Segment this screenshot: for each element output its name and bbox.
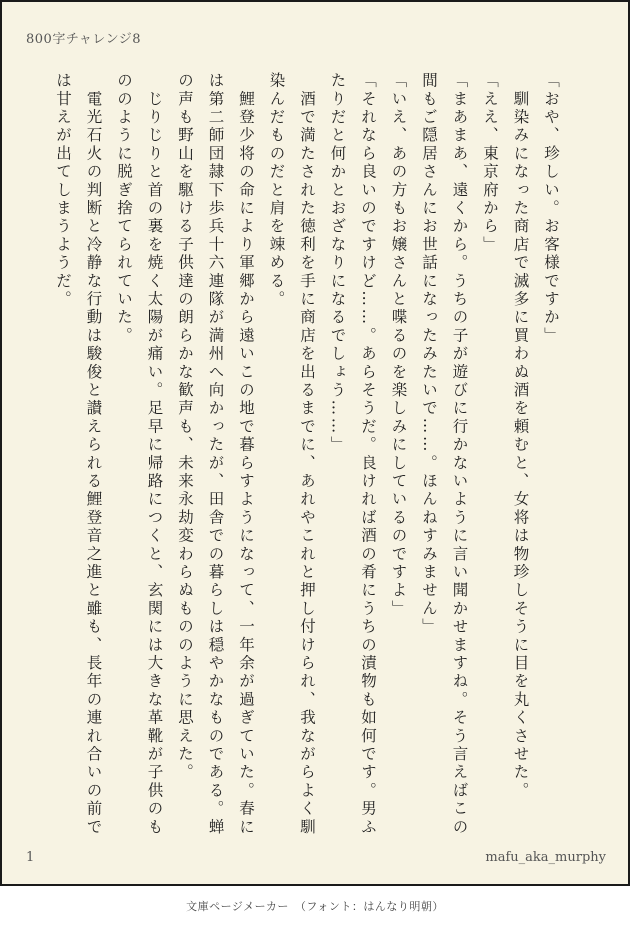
text-line: 酒で満たされた徳利を手に商店を出るまでに、あれやこれと押し付けられ、我ながらよく馴染んだものだと肩を竦める。 xyxy=(267,72,316,837)
text-line: 電光石火の判断と冷静な行動は駿俊と讃えられる鯉登音之進と雖も、長年の連れ合いの前では甘えが出てしまうようだ。 xyxy=(54,72,103,837)
vertical-body-text xyxy=(48,72,567,842)
text-line: 「ええ、東京府から」 xyxy=(481,72,499,254)
generator-caption: 文庫ページメーカー （フォント：はんなり明朝） xyxy=(186,900,444,913)
author-name: mafu_aka_murphy xyxy=(485,850,606,865)
text-line: 「まあまあ、遠くから。うちの子が遊びに行かないように言い聞かせますね。そう言えばこの間もご隠居さんにお世話になったみたいで……。ほんねすみません」 xyxy=(420,72,469,837)
text-line: 「それなら良いのですけど……。あらそうだ。良ければ酒の肴にうちの漬物も如何です。男ふたりだと何かとおざなりになるでしょう……」 xyxy=(328,72,377,837)
page-number: 1 xyxy=(26,850,35,865)
text-line: 馴染みになった商店で滅多に買わぬ酒を頼むと、女将は物珍しそうに目を丸くさせた。 xyxy=(511,72,530,800)
text-line: 「いえ、あの方もお嬢さんと喋るのを楽しみにしているのですよ」 xyxy=(389,72,408,618)
work-title: 800字チャレンジ8 xyxy=(26,32,142,47)
text-line: 「おや、珍しい。お客様ですか」 xyxy=(542,72,560,345)
text-line: じりじりと首の裏を焼く太陽が痛い。足早に帰路につくと、玄関には大きな革靴が子供のもののように脱ぎ捨てられていた。 xyxy=(115,72,164,837)
text-line: 鯉登少将の命により軍郷から遠いこの地で暮らすようになって、一年余が過ぎていた。春には第二師団隷下歩兵十六連隊が満州へ向かったが、田舎での暮らしは穏やかなものである。蝉の声も野山を駆ける子供達の朗らかな歓声も、未来永劫変わらぬもののように思えた。 xyxy=(176,72,255,837)
